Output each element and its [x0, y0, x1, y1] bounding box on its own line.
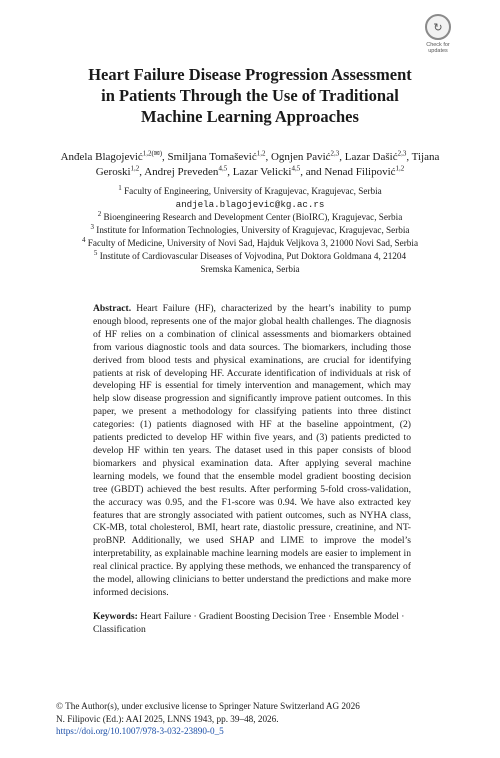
- abstract: [93, 303, 411, 600]
- title-line: Heart Failure Disease Progression Assessment: [88, 65, 412, 84]
- author-name: Nenad Filipović: [324, 166, 396, 178]
- author-separator: ,: [139, 166, 145, 178]
- affiliation-text: Institute for Information Technologies, University of Kragujevac, Kragujevac, Serbia: [96, 225, 410, 235]
- affiliation-5: [30, 250, 470, 263]
- author-name: Lazar Velicki: [232, 166, 292, 178]
- corresponding-email-link[interactable]: andjela.blagojevic@kg.ac.rs: [175, 199, 325, 210]
- author-separator: ,: [339, 151, 345, 163]
- abstract-label: Abstract.: [93, 303, 132, 314]
- author-name: Lazar Dašić: [344, 151, 398, 163]
- affiliation-number: 5: [93, 248, 98, 257]
- affiliation-5-continued: Sremska Kamenica, Serbia: [200, 264, 300, 274]
- author-affiliation-marker: 2,3: [397, 149, 407, 158]
- author-affiliation-marker[interactable]: 1,2(✉): [142, 149, 163, 158]
- author-name: Smiljana Tomašević: [167, 151, 257, 163]
- affiliation-text: Faculty of Engineering, University of Kragujevac, Kragujevac, Serbia: [124, 186, 382, 196]
- affiliation-number: 3: [90, 222, 94, 231]
- title-line: in Patients Through the Use of Traditional: [101, 86, 399, 105]
- affiliation-2: [30, 211, 470, 224]
- copyright-footer: [56, 700, 360, 738]
- author-affiliation-marker: 1,2: [395, 164, 405, 173]
- refresh-icon: ↻: [425, 14, 451, 40]
- keywords: [93, 611, 411, 637]
- author-affiliation-marker: 1,2: [256, 149, 266, 158]
- affiliation-text: Faculty of Medicine, University of Novi Sad, Hajduk Veljkova 3, 21000 Novi Sad, Serbia: [87, 238, 419, 248]
- title-line: Machine Learning Approaches: [141, 107, 359, 126]
- affiliation-number: 2: [97, 209, 102, 218]
- author-name: Ognjen Pavić: [270, 151, 331, 163]
- author-separator: ,: [162, 151, 168, 163]
- author-separator: ,: [406, 151, 412, 163]
- check-for-updates-badge[interactable]: [420, 14, 456, 56]
- citation-line: N. Filipovic (Ed.): AAI 2025, LNNS 1943, pp. 39–48, 2026.: [56, 713, 279, 724]
- paper-title: [40, 64, 460, 127]
- affiliation-number: 1: [118, 183, 122, 192]
- keywords-label: Keywords:: [93, 611, 138, 622]
- author-separator: ,: [265, 151, 271, 163]
- author-affiliation-marker: 2,3: [330, 149, 340, 158]
- author-name: Anđela Blagojević: [60, 151, 143, 163]
- affiliation-email: [30, 198, 470, 211]
- author-name: Andrej Preveden: [144, 166, 219, 178]
- affiliation-text: Bioengineering Research and Development Center (BioIRC), Kragujevac, Serbia: [103, 212, 403, 222]
- affiliation-3: [30, 224, 470, 237]
- author-affiliation-marker: 4,5: [291, 164, 301, 173]
- affiliation-1: [30, 185, 470, 198]
- abstract-text: Heart Failure (HF), characterized by the heart’s inability to pump enough blood, represents one of the major global health challenges. The diagnosis of HF relies on a combination of clinical assessments and biomarkers obtained from various diagnostic tools and data sources. The biomarkers, including those derived from blood tests and physical examinations, are crucial for identifying patients at risk of developing HF. Accurate identification of individuals at risk of developing HF is essential for timely intervention and management, which may help slow disease progression and significantly improve patient outcomes. In this paper, we present a methodology for classifying patients into three distinct categories: (1) patients diagnosed with HF at the baseline appointment, (2) patients predicted to develop HF within five years, and (3) patients predicted to develop HF within ten years. The dataset used in this paper consists of blood biomarkers and physical examination data. After applying several machine learning models, we found that the ensemble model gradient boosting decision tree (GBDT) achieved the best results. After performing 5-fold cross-validation, the accuracy was 0.95, and the F1-score was 0.94. We have also extracted key features that are strongly associated with patient outcomes, such as NYHA class, CK-MB, total cholesterol, BMI, heart rate, diastolic pressure, creatinine, and NT-proBNP. Additionally, we used SHAP and LIME to improve the model’s interpretability, as explainable machine learning models are easier to implement in real clinical practice. By applying these methods, we enhanced the transparency of the model, allowing clinicians to better understand the predictions and make more informed decisions.: [93, 303, 411, 598]
- copyright-line: © The Author(s), under exclusive license to Springer Nature Switzerland AG 2026: [56, 701, 360, 711]
- affiliation-number: 4: [81, 235, 86, 244]
- author-affiliation-marker: 4,5: [218, 164, 228, 173]
- author-name: Tijana Geroski: [95, 151, 440, 178]
- check-for-updates-label: Check for updates: [426, 42, 450, 54]
- author-separator: ,: [227, 166, 233, 178]
- author-affiliation-marker: 1,2: [130, 164, 140, 173]
- keywords-text: Heart Failure · Gradient Boosting Decision Tree · Ensemble Model · Classification: [93, 611, 405, 635]
- doi-link[interactable]: https://doi.org/10.1007/978-3-032-23890-0_5: [56, 726, 224, 736]
- author-list: [40, 150, 460, 180]
- affiliation-list: [30, 185, 470, 276]
- author-separator: , and: [300, 166, 325, 178]
- affiliation-text: Institute of Cardiovascular Diseases of Vojvodina, Put Doktora Goldmana 4, 21204: [99, 251, 407, 261]
